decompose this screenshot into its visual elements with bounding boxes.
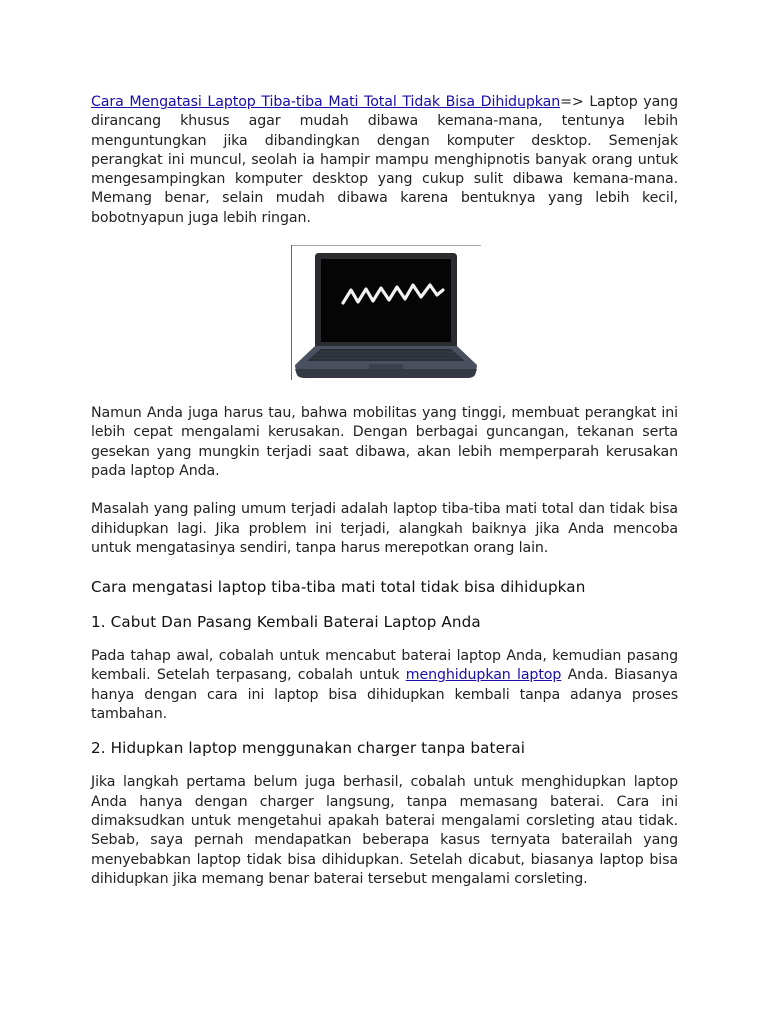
step1-paragraph [91, 647, 678, 724]
laptop-image [291, 245, 481, 385]
step2-paragraph: Jika langkah pertama belum juga berhasil, cobalah untuk menghidupkan laptop Anda hanya dengan charger langsung, tanpa memasang baterai. Cara ini dimaksudkan untuk mengetahui apakah baterai mengalami corsleting atau tidak. Sebab, saya pernah mendapatkan beberapa kasus ternyata baterailah yang menyebabkan laptop tidak bisa dihidupkan. Setelah dicabut, biasanya laptop bisa dihidupkan jika memang benar baterai tersebut mengalami corsleting. [91, 774, 678, 887]
step1-text-after: Anda. Biasanya hanya dengan cara ini laptop bisa dihidupkan kembali tanpa adanya proses tambahan. [91, 667, 679, 723]
article [91, 93, 678, 889]
article-title-link[interactable]: Cara Mengatasi Laptop Tiba-tiba Mati Total Tidak Bisa Dihidupkan [91, 94, 561, 110]
paragraph-1: Namun Anda juga harus tau, bahwa mobilitas yang tinggi, membuat perangkat ini lebih cepat mengalami kerusakan. Dengan berbagai guncangan, tekanan serta gesekan yang mungkin terjadi saat dibawa, akan lebih memperparah kerusakan pada laptop Anda. [91, 405, 678, 479]
title-arrow: => [560, 94, 584, 110]
paragraph-2: Masalah yang paling umum terjadi adalah laptop tiba-tiba mati total dan tidak bisa dihidupkan lagi. Jika problem ini terjadi, alangkah baiknya jika Anda mencoba untuk mengatasinya sendiri, tanpa harus merepotkan orang lain. [91, 501, 678, 556]
step2-heading: 2. Hidupkan laptop menggunakan charger tanpa baterai [91, 739, 526, 758]
intro-text: Laptop yang dirancang khusus agar mudah dibawa kemana-mana, tentunya lebih menguntungkan jika dibandingkan dengan komputer desktop. Semenjak perangkat ini muncul, seolah ia hampir mampu menghipnotis banyak orang untuk mengesampingkan komputer desktop yang cukup sulit dibawa kemana-mana. Memang benar, selain mudah dibawa karena bentuknya yang lebih kecil, bobotnyapun juga lebih ringan. [91, 94, 678, 226]
step1-text-before: Pada tahap awal, cobalah untuk mencabut baterai laptop Anda, kemudian pasang kembali. Setelah terpasang, cobalah untuk [91, 648, 678, 684]
menghidupkan-laptop-link[interactable]: menghidupkan laptop [405, 667, 562, 684]
figure-container [91, 245, 678, 387]
intro-paragraph [91, 93, 678, 228]
step1-heading: 1. Cabut Dan Pasang Kembali Baterai Laptop Anda [91, 613, 481, 632]
section-heading: Cara mengatasi laptop tiba-tiba mati total tidak bisa dihidupkan [91, 578, 586, 597]
